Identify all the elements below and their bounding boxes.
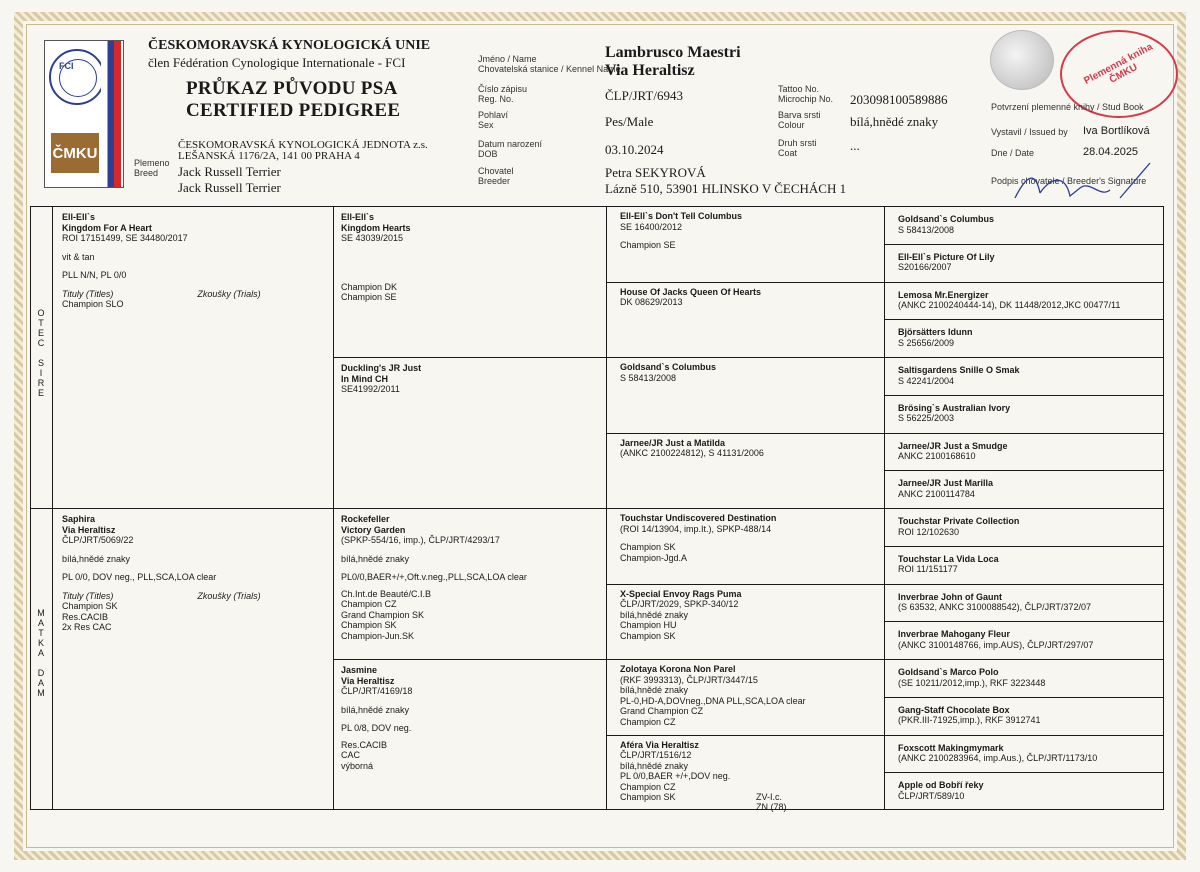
gen4-reg: S 25656/2009 [898, 337, 955, 348]
side-letter: A [37, 648, 44, 658]
row-divider [884, 357, 1164, 358]
gen2-reg: SE41992/2011 [341, 384, 400, 394]
gen4-cell [898, 667, 1045, 688]
gen4-reg: S 42241/2004 [898, 375, 955, 386]
gen4-cell [898, 592, 1091, 613]
gen2-title: Champion DK [341, 281, 398, 292]
gen3-reg: ČLP/JRT/2029, SPKP-340/12 [620, 599, 739, 609]
gen1-health: PL 0/0, DOV neg., PLL,SCA,LOA clear [62, 572, 217, 582]
gen4-cell [898, 441, 1008, 462]
gen1-colour: vit & tan [62, 251, 95, 262]
gen4-reg: ANKC 2100168610 [898, 451, 976, 461]
cmku-logo-icon: ČMKU [51, 133, 99, 173]
side-letter: R [37, 378, 45, 388]
gen4-cell [898, 516, 1019, 537]
row-divider [884, 282, 1164, 283]
date-value: 28.04.2025 [1083, 146, 1139, 158]
gen4-name: Inverbrae John of Gaunt [898, 591, 1003, 602]
gen2-reg: ČLP/JRT/4169/18 [341, 686, 413, 696]
doc-title-en: CERTIFIED PEDIGREE [186, 100, 401, 121]
gen4-reg: ČLP/JRT/589/10 [898, 790, 965, 801]
gen3-reg: SE 16400/2012 [620, 221, 683, 232]
gen2-title: Champion-Jun.SK [341, 630, 415, 641]
row-divider [884, 244, 1164, 245]
gen4-cell [898, 290, 1120, 311]
gen2-health: PL 0/8, DOV neg. [341, 723, 412, 733]
gen1-title: Champion SLO [62, 299, 124, 309]
gen3-extra: Champion CZ [620, 781, 676, 792]
gen3-name: Goldsand`s Columbus [620, 362, 717, 372]
gen1-title: Champion SK [62, 601, 118, 611]
gen1-dam-cell [62, 514, 261, 633]
gen4-name: Jarnee/JR Just Marilla [898, 478, 994, 489]
gen4-cell [898, 327, 973, 348]
side-letter: M [37, 608, 45, 618]
gen2-name: Victory Garden [341, 524, 406, 535]
gen3-extra-right-line: ZN (78) [756, 802, 787, 812]
gen3-reg: ČLP/JRT/1516/12 [620, 750, 692, 760]
gen2-reg: SE 43039/2015 [341, 233, 404, 243]
logo-panel [44, 40, 124, 188]
row-divider [884, 508, 1164, 509]
side-letter: S [37, 358, 44, 368]
gen2-colour: bílá,hnědé znaky [341, 553, 410, 564]
gen1-name: Ell-Ell`s [62, 212, 96, 222]
row-divider [884, 395, 1164, 396]
hologram-icon [990, 30, 1054, 90]
gen2-title: výborná [341, 760, 374, 771]
spacer [62, 262, 261, 270]
gen4-reg: (S 63532, ANKC 3100088542), ČLP/JRT/372/07 [898, 602, 1091, 612]
gen4-name: Touchstar Private Collection [898, 516, 1020, 526]
reg-label: Číslo zápisu Reg. No. [478, 84, 528, 104]
row-divider [884, 697, 1164, 698]
side-letter: T [38, 628, 44, 638]
side-letter: T [38, 318, 44, 328]
gen3-extra: Champion-Jgd.A [620, 552, 688, 563]
spacer [341, 244, 411, 282]
gen4-cell [898, 403, 1010, 424]
colour-label: Barva srsti Colour [778, 110, 821, 130]
gen4-name: Gang-Staff Chocolate Box [898, 704, 1010, 715]
gen1-sire-cell [62, 212, 261, 310]
org-name: ČESKOMORAVSKÁ KYNOLOGICKÁ UNIE [148, 38, 431, 53]
breeder-label: Chovatel Breeder [478, 166, 514, 186]
gen3-name: House Of Jacks Queen Of Hearts [620, 286, 762, 297]
gen2-title: Res.CACIB [341, 739, 388, 750]
org-membership: člen Fédération Cynologique Internationale - FCI [148, 55, 406, 70]
row-divider [884, 319, 1164, 320]
side-letter: M [37, 688, 45, 698]
gen4-name: Touchstar La Vida Loca [898, 553, 999, 564]
row-divider [884, 470, 1164, 471]
side-letter: K [37, 638, 44, 648]
gen4-reg: ROI 12/102630 [898, 526, 960, 537]
row-divider [884, 621, 1164, 622]
gen4-reg: (SE 10211/2012,imp.), RKF 3223448 [898, 677, 1046, 688]
titles-trials-labels [62, 289, 261, 300]
gen3-extra: bílá,hnědé znaky [620, 760, 689, 771]
microchip-value: 203098100589886 [850, 92, 948, 107]
gen2-name: Via Heraltisz [341, 675, 395, 686]
gen4-name: Inverbrae Mahogany Fleur [898, 629, 1011, 640]
side-letter [35, 658, 47, 668]
spacer [62, 281, 261, 289]
stud-book-label: Potvrzení plemenné knihy / Stud Book [991, 102, 1144, 112]
gen3-name: Aféra Via Heraltisz [620, 739, 699, 750]
gen3-extra: bílá,hnědé znaky [620, 685, 689, 695]
gen4-name: Saltisgardens Snille O Smak [898, 365, 1020, 375]
gen3-extra-right [756, 792, 787, 813]
gen4-name: Brösing`s Australian Ivory [898, 402, 1011, 413]
side-letter: D [37, 668, 45, 678]
gen1-title: 2x Res CAC [62, 622, 112, 632]
side-letter: I [39, 368, 43, 378]
gen2-title: Champion CZ [341, 599, 397, 609]
gen2-name: Duckling's JR Just [341, 363, 422, 373]
gen4-name: Jarnee/JR Just a Smudge [898, 440, 1008, 451]
name-label: Jméno / Name Chovatelská stanice / Kennel Name [478, 54, 621, 74]
gen4-cell [898, 743, 1097, 764]
dog-name: Lambrusco Maestri [605, 44, 741, 61]
spacer [62, 583, 261, 591]
gen3-reg: (RKF 3993313), ČLP/JRT/3447/15 [620, 674, 758, 685]
row-divider [884, 546, 1164, 547]
gen3-reg: (ROI 14/13904, imp.It.), SPKP-488/14 [620, 523, 772, 534]
side-letter: A [37, 678, 44, 688]
gen2-name: Rockefeller [341, 514, 390, 524]
gen1-title: Res.CACIB [62, 611, 109, 622]
gen2-title: Champion SK [341, 620, 397, 630]
gen2-name: Kingdom Hearts [341, 222, 411, 233]
gen3-cell [620, 513, 776, 563]
gen2-title: Ch.Int.de Beauté/C.I.B [341, 588, 432, 599]
gen4-name: Lemosa Mr.Energizer [898, 289, 989, 300]
colour-value: bílá,hnědé znaky [850, 114, 939, 129]
gen3-cell [620, 438, 764, 459]
breed-cz: Jack Russell Terrier [178, 164, 281, 179]
dam-side-label [35, 608, 47, 698]
gen3-extra: PL 0/0,BAER +/+,DOV neg. [620, 771, 731, 781]
titles-trials-labels [62, 591, 261, 602]
gen4-reg: (PKR.III-71925,imp.), RKF 3912741 [898, 715, 1041, 726]
gen3-extra: bílá,hnědé znaky [620, 609, 689, 620]
gen3-name: Zolotaya Korona Non Parel [620, 664, 736, 674]
gen4-name: Foxscott Makingmymark [898, 742, 1004, 753]
flag-stripes [101, 41, 121, 187]
gen4-cell [898, 214, 994, 235]
titles-label: Tituly (Titles) [62, 590, 114, 601]
signature-label: Podpis chovatele / Breeder's Signature [991, 176, 1147, 186]
gen3-reg: (ANKC 2100224812), S 41131/2006 [620, 448, 764, 458]
gen4-cell [898, 554, 999, 575]
stud-book-stamp: Plemenná kniha ČMKU [1060, 30, 1178, 118]
gen3-extra: Champion SE [620, 240, 676, 250]
coat-label: Druh srsti Coat [778, 138, 817, 158]
spacer [620, 232, 742, 240]
side-letter: E [37, 388, 44, 398]
gen2-name: Ell-Ell`s [341, 212, 375, 222]
trials-label: Zkoušky (Trials) [197, 590, 261, 601]
row-divider [884, 659, 1164, 660]
spacer [341, 546, 527, 554]
gen3-cell [620, 287, 761, 308]
spacer [341, 697, 412, 705]
spacer [62, 244, 261, 252]
gen1-name: Kingdom For A Heart [62, 222, 152, 233]
gen4-name: Ell-Ell`s Picture Of Lily [898, 251, 995, 262]
gen3-name: X-Special Envoy Rags Puma [620, 588, 742, 599]
dob-value: 03.10.2024 [605, 142, 664, 157]
spacer [62, 546, 261, 554]
titles-label: Tituly (Titles) [62, 288, 114, 299]
gen4-reg: (ANKC 3100148766, imp.AUS), ČLP/JRT/297/07 [898, 639, 1094, 650]
gen2-name: In Mind CH [341, 373, 388, 384]
doc-title-cz: PRŮKAZ PŮVODU PSA [186, 78, 398, 99]
gen4-cell [898, 365, 1020, 386]
microchip-label: Tattoo No. Microchip No. [778, 84, 834, 104]
sire-side-label [35, 308, 47, 398]
trials-label: Zkoušky (Trials) [197, 288, 261, 299]
gen4-cell [898, 629, 1093, 650]
gen4-reg: ROI 11/151177 [898, 564, 958, 575]
gen4-reg: (ANKC 2100283964, imp.Aus.), ČLP/JRT/1173/10 [898, 753, 1098, 763]
side-letter [35, 348, 47, 358]
dob-label: Datum narození DOB [478, 139, 543, 159]
gen4-cell [898, 478, 993, 499]
gen4-name: Apple od Bobří řeky [898, 780, 984, 791]
gen3-name: Jarnee/JR Just a Matilda [620, 437, 726, 448]
side-letter: O [37, 308, 45, 318]
gen3-extra: Champion SK [620, 792, 676, 802]
gen2-health: PL0/0,BAER+/+,Oft.v.neg.,PLL,SCA,LOA clear [341, 572, 527, 582]
gen3-extra: PL-0,HD-A,DOVneg.,DNA PLL,SCA,LOA clear [620, 695, 806, 706]
gen4-name: Björsätters Idunn [898, 327, 973, 338]
gen3-extra-right-line: ZV-I.c. [756, 791, 783, 802]
side-letter: E [37, 328, 44, 338]
gen4-reg: (ANKC 2100240444-14), DK 11448/2012,JKC 00477/11 [898, 300, 1121, 310]
gen4-cell [898, 705, 1041, 726]
spacer [341, 564, 527, 572]
breeder-name: Petra SEKYROVÁ [605, 165, 706, 180]
coat-value: ... [850, 138, 860, 153]
kj-address: LEŠANSKÁ 1176/2A, 141 00 PRAHA 4 [178, 150, 360, 162]
row-divider [884, 735, 1164, 736]
gen3-name: Ell-Ell`s Don't Tell Columbus [620, 211, 742, 221]
row-divider [884, 772, 1164, 773]
issued-by-value: Iva Bortlíková [1083, 125, 1150, 137]
gen4-reg: S20166/2007 [898, 262, 952, 273]
breed-label: Plemeno Breed [134, 158, 170, 178]
gen3-reg: S 58413/2008 [620, 372, 677, 383]
date-label: Dne / Date [991, 148, 1035, 158]
gen3-extra: Champion HU [620, 620, 677, 630]
gen2-title: Grand Champion SK [341, 609, 425, 620]
reg-no: ČLP/JRT/6943 [605, 88, 683, 103]
gen3-cell [620, 740, 730, 803]
kj-name: ČESKOMORAVSKÁ KYNOLOGICKÁ JEDNOTA z.s. [178, 139, 428, 151]
gen1-reg: ČLP/JRT/5069/22 [62, 535, 134, 545]
gen2-reg: (SPKP-554/16, imp.), ČLP/JRT/4293/17 [341, 535, 500, 545]
fci-logo-text: FCI [59, 61, 74, 71]
gen2-title: CAC [341, 750, 361, 760]
breed-en: Jack Russell Terrier [178, 180, 281, 195]
side-letter: A [37, 618, 44, 628]
gen2-colour: bílá,hnědé znaky [341, 704, 410, 715]
gen3-extra: Champion SK [620, 542, 676, 552]
issued-by-label: Vystavil / Issued by [991, 127, 1068, 137]
gen4-reg: S 58413/2008 [898, 224, 955, 235]
sex-label: Pohlaví Sex [478, 110, 509, 130]
gen2-cell [341, 665, 412, 771]
gen3-extra: Champion CZ [620, 716, 676, 727]
gen4-name: Goldsand`s Marco Polo [898, 667, 999, 677]
gen3-extra: Grand Champion CZ [620, 706, 704, 716]
side-letter: C [37, 338, 45, 348]
row-divider [884, 584, 1164, 585]
gen3-cell [620, 211, 742, 251]
gen4-cell [898, 252, 995, 273]
gen2-title: Champion SE [341, 292, 397, 302]
gen1-name: Saphira [62, 514, 96, 524]
gen2-cell [341, 212, 411, 303]
gen1-colour: bílá,hnědé znaky [62, 553, 131, 564]
spacer [341, 715, 412, 723]
spacer [620, 534, 776, 542]
row-divider [884, 433, 1164, 434]
fci-logo-icon [49, 49, 105, 105]
gen4-reg: S 56225/2003 [898, 413, 955, 424]
gen2-cell [341, 514, 527, 641]
signature-scribble [1010, 158, 1160, 208]
gen3-cell [620, 589, 742, 642]
spacer [62, 564, 261, 572]
gen4-name: Goldsand`s Columbus [898, 214, 995, 224]
gen1-health: PLL N/N, PL 0/0 [62, 270, 127, 280]
gen4-reg: ANKC 2100114784 [898, 488, 975, 499]
gen1-reg: ROI 17151499, SE 34480/2017 [62, 233, 188, 243]
gen3-extra: Champion SK [620, 630, 676, 641]
gen2-cell [341, 363, 421, 395]
gen3-cell [620, 664, 806, 727]
gen2-name: Jasmine [341, 665, 378, 675]
dog-kennel: Via Heraltisz [605, 62, 695, 79]
gen3-reg: DK 08629/2013 [620, 297, 683, 307]
gen1-name: Via Heraltisz [62, 524, 116, 535]
breeder-address: Lázně 510, 53901 HLINSKO V ČECHÁCH 1 [605, 181, 847, 196]
gen4-cell [898, 780, 984, 801]
sex-value: Pes/Male [605, 114, 654, 129]
gen3-name: Touchstar Undiscovered Destination [620, 513, 777, 523]
gen3-cell [620, 362, 716, 383]
